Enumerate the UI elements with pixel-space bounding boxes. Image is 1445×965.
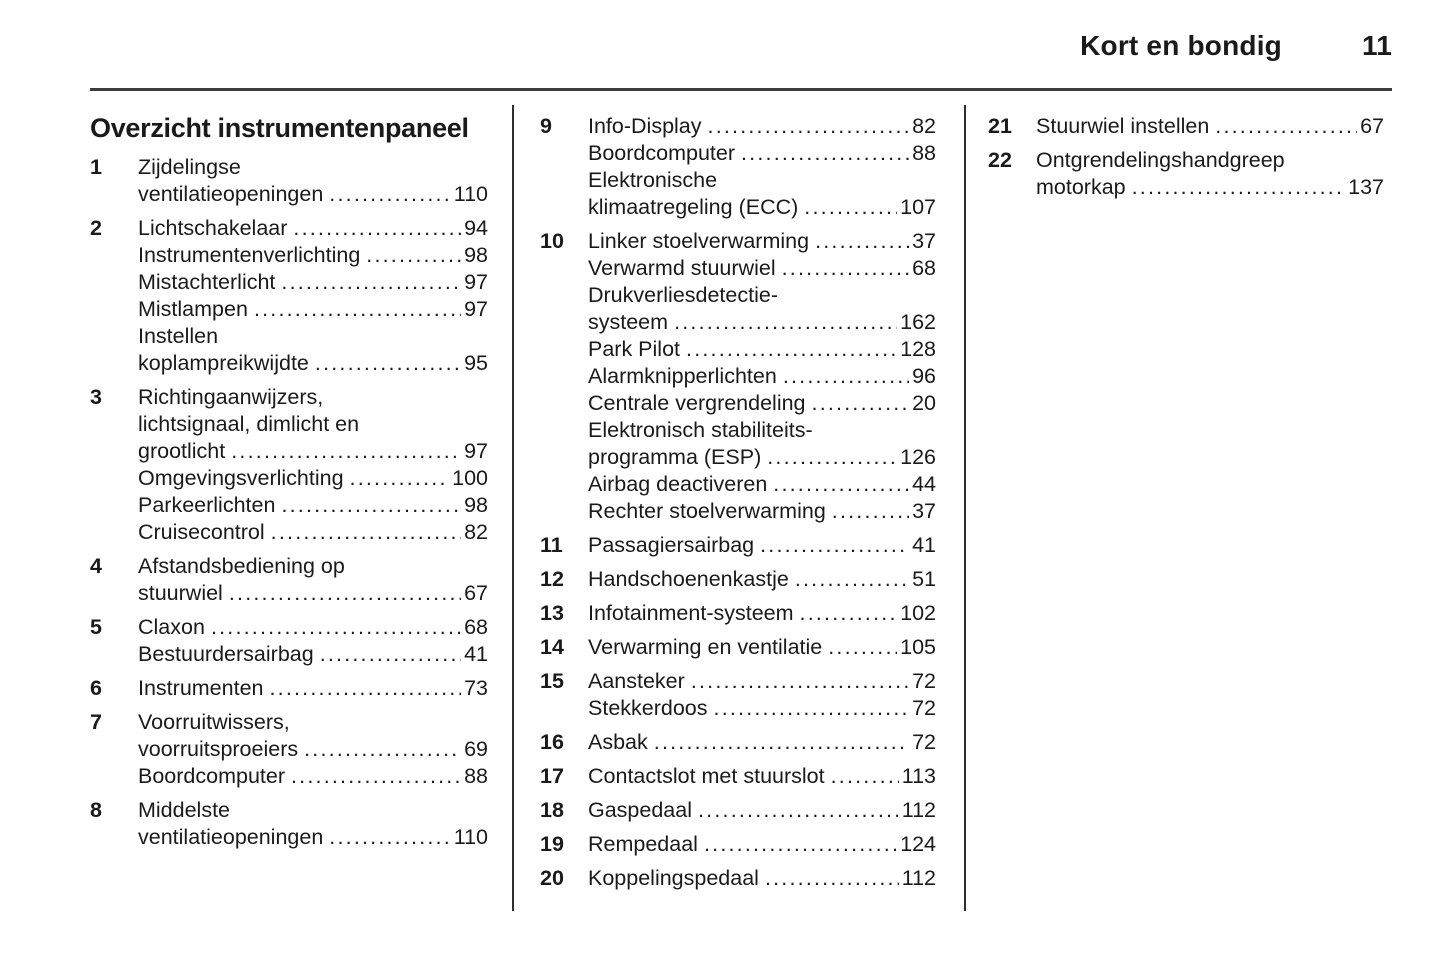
toc-line-text: Zijdelingse [138, 155, 241, 179]
toc-dot-leader [708, 113, 910, 140]
toc-line-text: Airbag deactiveren [588, 472, 768, 496]
toc-dot-leader [281, 492, 461, 519]
toc-line [138, 465, 488, 492]
toc-item [90, 215, 488, 377]
toc-page-number: 51 [912, 567, 936, 591]
toc-line [588, 140, 936, 167]
toc-line-text: Instrumenten [138, 676, 264, 700]
toc-dot-leader [741, 140, 909, 167]
toc-line-text: Verwarmd stuurwiel [588, 256, 776, 280]
toc-page-number: 41 [912, 533, 936, 557]
toc-line [138, 215, 488, 242]
toc-page-number: 68 [464, 615, 488, 639]
toc-line [588, 363, 936, 390]
toc-line [1036, 113, 1384, 140]
toc-item-number: 2 [90, 216, 102, 240]
toc-dot-leader [760, 532, 909, 559]
toc-dot-leader [828, 634, 897, 661]
toc-line [588, 444, 936, 471]
toc-line [138, 411, 488, 438]
page-number: 11 [1362, 30, 1392, 61]
toc-page-number: 37 [912, 499, 936, 523]
toc-page-number: 97 [464, 439, 488, 463]
toc-page-number: 68 [912, 256, 936, 280]
toc-line-text: Lichtschakelaar [138, 216, 288, 240]
page-header [90, 30, 1392, 62]
toc-dot-leader [366, 242, 461, 269]
toc-dot-leader [795, 566, 909, 593]
toc-page-number: 97 [464, 297, 488, 321]
toc-dot-leader [350, 465, 450, 492]
toc-item-number: 21 [988, 114, 1012, 138]
toc-line [588, 634, 936, 661]
toc-dot-leader [271, 519, 461, 546]
toc-page-number: 41 [464, 642, 488, 666]
toc-item-number: 5 [90, 615, 102, 639]
toc-item [540, 729, 936, 756]
toc-line [138, 269, 488, 296]
toc-dot-leader [293, 215, 461, 242]
toc-line-text: Mistachterlicht [138, 270, 276, 294]
toc-line-text: Stekkerdoos [588, 696, 708, 720]
toc-item-number: 8 [90, 798, 102, 822]
toc-dot-leader [773, 471, 909, 498]
toc-item-number: 15 [540, 669, 564, 693]
toc-dot-leader [686, 336, 897, 363]
toc-page-number: 72 [912, 730, 936, 754]
toc-line [138, 824, 488, 851]
toc-item [540, 865, 936, 892]
toc-page-number: 82 [912, 114, 936, 138]
toc-line [588, 336, 936, 363]
toc-line-text: ventilatieopeningen [138, 825, 324, 849]
toc-line [588, 228, 936, 255]
toc-dot-leader [812, 390, 910, 417]
toc-line [138, 350, 488, 377]
toc-dot-leader [800, 600, 898, 627]
toc-dot-leader [831, 763, 899, 790]
toc-line [588, 194, 936, 221]
toc-line [588, 668, 936, 695]
toc-line [138, 242, 488, 269]
toc-dot-leader [654, 729, 909, 756]
toc-line [138, 492, 488, 519]
toc-item-lines [1036, 147, 1384, 201]
toc-line-text: Infotainment-systeem [588, 601, 794, 625]
toc-line [138, 641, 488, 668]
toc-page-number: 162 [900, 310, 936, 334]
toc-line [588, 600, 936, 627]
toc-dot-leader [704, 831, 897, 858]
toc-item-lines [138, 553, 488, 607]
toc-page-number: 96 [912, 364, 936, 388]
toc-line-text: Richtingaanwijzers, [138, 385, 324, 409]
toc-dot-leader [815, 228, 909, 255]
toc-item-lines [138, 675, 488, 702]
toc-page-number: 97 [464, 270, 488, 294]
toc-line-text: klimaatregeling (ECC) [588, 195, 799, 219]
column-divider-1 [512, 105, 514, 911]
toc-line [588, 865, 936, 892]
toc-item [540, 668, 936, 722]
toc-line-text: Contactslot met stuurslot [588, 764, 825, 788]
toc-line-text: grootlicht [138, 439, 226, 463]
toc-line [138, 675, 488, 702]
toc-item-lines [588, 113, 936, 221]
toc-item-lines [588, 566, 936, 593]
toc-dot-leader [674, 309, 897, 336]
toc-line-text: Boordcomputer [588, 141, 735, 165]
toc-line [138, 384, 488, 411]
toc-line-text: Claxon [138, 615, 205, 639]
toc-page-number: 88 [912, 141, 936, 165]
toc-line [138, 614, 488, 641]
toc-line [138, 736, 488, 763]
toc-dot-leader [691, 668, 909, 695]
toc-page-number: 72 [912, 669, 936, 693]
toc-line-text: Instrumentenverlichting [138, 243, 361, 267]
toc-line-text: Park Pilot [588, 337, 681, 361]
toc-line [138, 181, 488, 208]
toc-line-text: Linker stoelverwarming [588, 229, 810, 253]
toc-dot-leader [269, 675, 461, 702]
toc-line [588, 695, 936, 722]
toc-line [588, 498, 936, 525]
toc-line [138, 154, 488, 181]
toc-line [138, 580, 488, 607]
toc-page-number: 112 [901, 866, 936, 890]
toc-dot-leader [254, 296, 461, 323]
toc-line-text: ventilatieopeningen [138, 182, 324, 206]
toc-page-number: 124 [900, 832, 936, 856]
toc-page-number: 94 [464, 216, 488, 240]
toc-page-number: 137 [1348, 175, 1384, 199]
toc-line [588, 167, 936, 194]
chapter-title: Kort en bondig [1080, 30, 1282, 61]
toc-item-number: 17 [540, 764, 564, 788]
toc-dot-leader [329, 181, 450, 208]
toc-page-number: 67 [464, 581, 488, 605]
toc-item [988, 113, 1384, 140]
toc-line [588, 471, 936, 498]
toc-page-number: 110 [453, 182, 488, 206]
toc-dot-leader [291, 763, 461, 790]
toc-item-lines [588, 763, 936, 790]
toc-dot-leader [782, 255, 909, 282]
toc-line [138, 553, 488, 580]
toc-line-text: Alarmknipperlichten [588, 364, 777, 388]
toc-dot-leader [315, 350, 461, 377]
toc-item-number: 1 [90, 155, 102, 179]
toc-line-text: Instellen [138, 324, 219, 348]
toc-line [588, 831, 936, 858]
toc-dot-leader [281, 269, 461, 296]
toc-item [988, 147, 1384, 201]
toc-line [138, 519, 488, 546]
toc-dot-leader [832, 498, 909, 525]
toc-line-text: Cruisecontrol [138, 520, 265, 544]
toc-line-text: Rechter stoelverwarming [588, 499, 826, 523]
toc-line-text: Rempedaal [588, 832, 698, 856]
toc-page-number: 112 [901, 798, 936, 822]
toc-line [1036, 174, 1384, 201]
toc-item-lines [588, 668, 936, 722]
toc-line [588, 309, 936, 336]
toc-line-text: Ontgrendelingshandgreep [1036, 148, 1285, 172]
toc-item [540, 228, 936, 525]
toc-dot-leader [329, 824, 450, 851]
toc-item [540, 763, 936, 790]
toc-line-text: Parkeerlichten [138, 493, 276, 517]
toc-dot-leader [714, 695, 910, 722]
toc-item-lines [138, 797, 488, 851]
toc-item-number: 16 [540, 730, 564, 754]
toc-dot-leader [804, 194, 897, 221]
toc-line [588, 390, 936, 417]
toc-item [90, 154, 488, 208]
toc-dot-leader [320, 641, 461, 668]
toc-page-number: 82 [464, 520, 488, 544]
toc-line-text: stuurwiel [138, 581, 223, 605]
toc-item-lines [1036, 113, 1384, 140]
toc-page-number: 107 [900, 195, 936, 219]
toc-item-lines [588, 797, 936, 824]
toc-line-text: motorkap [1036, 175, 1126, 199]
toc-line-text: programma (ESP) [588, 445, 762, 469]
toc-line-text: Omgevingsverlichting [138, 466, 344, 490]
toc-page-number: 98 [464, 493, 488, 517]
toc-item [90, 709, 488, 790]
toc-item-lines [588, 729, 936, 756]
toc-dot-leader [231, 438, 461, 465]
toc-item-number: 19 [540, 832, 564, 856]
toc-page-number: 100 [452, 466, 488, 490]
toc-line-text: Bestuurdersairbag [138, 642, 314, 666]
toc-item-lines [138, 709, 488, 790]
toc-item-number: 10 [540, 229, 564, 253]
toc-line [588, 417, 936, 444]
toc-line [138, 323, 488, 350]
toc-dot-leader [698, 797, 899, 824]
toc-item-lines [138, 384, 488, 546]
toc-line [138, 709, 488, 736]
toc-line-text: Mistlampen [138, 297, 248, 321]
toc-line-text: Stuurwiel instellen [1036, 114, 1210, 138]
toc-item-lines [588, 600, 936, 627]
toc-page-number: 72 [912, 696, 936, 720]
toc-item-lines [588, 634, 936, 661]
toc-page-number: 128 [900, 337, 936, 361]
toc-item [540, 634, 936, 661]
toc-item-number: 9 [540, 114, 552, 138]
toc-line-text: Middelste [138, 798, 231, 822]
toc-line-text: Aansteker [588, 669, 685, 693]
toc-item [540, 113, 936, 221]
toc-line-text: Koppelingspedaal [588, 866, 759, 890]
toc-line [138, 763, 488, 790]
toc-dot-leader [211, 614, 461, 641]
toc-dot-leader [304, 736, 461, 763]
toc-item-number: 14 [540, 635, 564, 659]
toc-item-lines [138, 215, 488, 377]
toc-line [588, 729, 936, 756]
toc-page-number: 88 [464, 764, 488, 788]
section-title: Overzicht instrumentenpaneel [90, 113, 469, 143]
toc-page-number: 67 [1360, 114, 1384, 138]
toc-line-text: Drukverliesdetectie- [588, 283, 778, 307]
toc-item-number: 3 [90, 385, 102, 409]
toc-item-lines [588, 865, 936, 892]
toc-line-text: Voorruitwissers, [138, 710, 290, 734]
toc-page-number: 126 [900, 445, 936, 469]
toc-line-text: Boordcomputer [138, 764, 285, 788]
toc-item-number: 7 [90, 710, 102, 734]
toc-item-lines [138, 614, 488, 668]
toc-page-number: 98 [464, 243, 488, 267]
toc-line-text: voorruitsproeiers [138, 737, 299, 761]
toc-line [588, 797, 936, 824]
toc-dot-leader [1132, 174, 1346, 201]
toc-item [540, 566, 936, 593]
toc-line [588, 255, 936, 282]
toc-line [588, 566, 936, 593]
toc-line-text: Gaspedaal [588, 798, 692, 822]
toc-line-text: Elektronische [588, 168, 718, 192]
toc-line-text: lichtsignaal, dimlicht en [138, 412, 360, 436]
toc-line-text: Centrale vergrendeling [588, 391, 806, 415]
toc-page-number: 102 [900, 601, 936, 625]
toc-item [540, 831, 936, 858]
toc-line-text: Verwarming en ventilatie [588, 635, 823, 659]
toc-page-number: 110 [453, 825, 488, 849]
toc-page-number: 69 [464, 737, 488, 761]
toc-item [90, 797, 488, 851]
toc-line [138, 296, 488, 323]
column-divider-2 [964, 105, 966, 911]
header-rule [90, 88, 1392, 91]
toc-dot-leader [229, 580, 461, 607]
toc-item-number: 22 [988, 148, 1012, 172]
toc-item-number: 11 [540, 533, 563, 557]
toc-line [588, 532, 936, 559]
toc-dot-leader [783, 363, 909, 390]
toc-page-number: 20 [912, 391, 936, 415]
toc-page-number: 44 [912, 472, 936, 496]
toc-item-lines [138, 154, 488, 208]
toc-line [588, 282, 936, 309]
toc-item-lines [588, 831, 936, 858]
toc-line [588, 763, 936, 790]
toc-item-lines [588, 532, 936, 559]
toc-line-text: Info-Display [588, 114, 702, 138]
toc-dot-leader [765, 865, 899, 892]
toc-line [138, 797, 488, 824]
toc-item-number: 12 [540, 567, 564, 591]
toc-line-text: Handschoenenkastje [588, 567, 789, 591]
toc-item [540, 600, 936, 627]
toc-item [90, 614, 488, 668]
toc-item-number: 4 [90, 554, 102, 578]
toc-page-number: 95 [464, 351, 488, 375]
toc-line-text: Asbak [588, 730, 648, 754]
toc-column-2 [540, 113, 936, 899]
toc-item-number: 20 [540, 866, 564, 890]
toc-item-number: 13 [540, 601, 564, 625]
toc-item-number: 6 [90, 676, 102, 700]
toc-item-lines [588, 228, 936, 525]
toc-line-text: koplampreikwijdte [138, 351, 309, 375]
toc-column-3 [988, 113, 1384, 208]
toc-line [588, 113, 936, 140]
toc-line [1036, 147, 1384, 174]
toc-page-number: 73 [464, 676, 488, 700]
toc-column-1 [90, 113, 488, 858]
toc-dot-leader [767, 444, 897, 471]
toc-line-text: Afstandsbediening op [138, 554, 345, 578]
toc-line [138, 438, 488, 465]
toc-item [90, 675, 488, 702]
toc-item-number: 18 [540, 798, 564, 822]
toc-page-number: 37 [912, 229, 936, 253]
toc-item [90, 553, 488, 607]
toc-item [540, 797, 936, 824]
toc-line-text: Passagiersairbag [588, 533, 755, 557]
toc-item [540, 532, 936, 559]
toc-item [90, 384, 488, 546]
toc-page-number: 113 [901, 764, 936, 788]
toc-dot-leader [1215, 113, 1357, 140]
toc-page-number: 105 [900, 635, 936, 659]
toc-line-text: Elektronisch stabiliteits- [588, 418, 813, 442]
toc-line-text: systeem [588, 310, 669, 334]
